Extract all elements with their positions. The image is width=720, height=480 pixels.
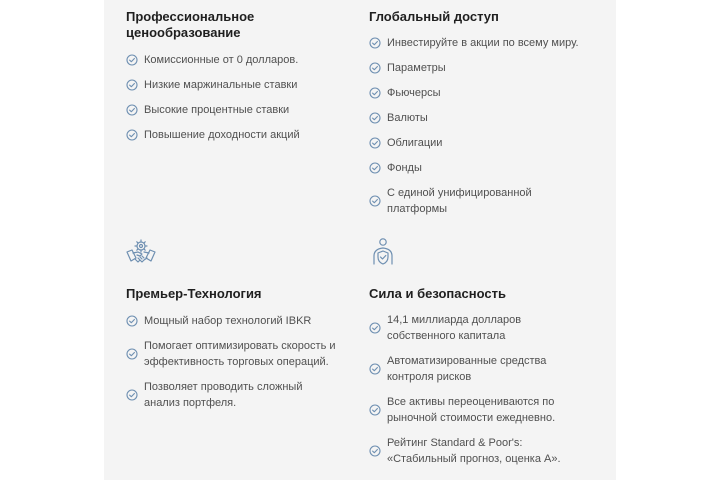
section-title: Глобальный доступ (369, 9, 499, 24)
check-circle-icon (126, 129, 138, 141)
list-item-label: Позволяет проводить сложный (144, 381, 303, 393)
list-item-label: Валюты (387, 112, 428, 124)
list-item-label: Фьючерсы (387, 87, 441, 99)
list-item-label: Помогает оптимизировать скорость и (144, 340, 336, 352)
handshake-gear-icon (124, 236, 158, 270)
section-strength-security (369, 286, 609, 476)
check-circle-icon (369, 62, 381, 74)
list-item (126, 102, 366, 118)
list-item (369, 85, 609, 101)
section-global-access (369, 9, 609, 226)
list-item (126, 77, 366, 93)
list-item (369, 110, 609, 126)
list-item (126, 338, 366, 370)
section-title-line: Профессиональное (126, 9, 255, 24)
check-circle-icon (126, 54, 138, 66)
list-item-label: Фонды (387, 162, 422, 174)
list-item-label: «Стабильный прогноз, оценка A». (387, 453, 561, 465)
section-premier-technology (126, 286, 366, 420)
check-circle-icon (369, 137, 381, 149)
section-title-line: ценообразование (126, 25, 241, 40)
feature-list (369, 312, 609, 467)
list-item (369, 35, 609, 51)
list-item-label: эффективность торговых операций. (144, 356, 329, 368)
check-circle-icon (126, 79, 138, 91)
check-circle-icon (369, 445, 381, 457)
check-circle-icon (126, 348, 138, 360)
list-item-label: Параметры (387, 62, 446, 74)
features-panel (104, 0, 616, 480)
check-circle-icon (126, 315, 138, 327)
person-shield-icon (366, 236, 400, 270)
list-item-label: Комиссионные от 0 долларов. (144, 54, 299, 66)
list-item (369, 135, 609, 151)
list-item-label: платформы (387, 203, 448, 215)
list-item (369, 185, 609, 217)
list-item (369, 160, 609, 176)
list-item (126, 127, 366, 143)
feature-list (126, 313, 366, 411)
section-title (126, 9, 366, 41)
list-item (126, 313, 366, 329)
list-item (369, 312, 609, 344)
list-item-label: Облигации (387, 137, 443, 149)
check-circle-icon (369, 112, 381, 124)
check-circle-icon (126, 104, 138, 116)
check-circle-icon (369, 322, 381, 334)
check-circle-icon (369, 363, 381, 375)
feature-list (126, 52, 366, 143)
list-item (369, 435, 609, 467)
check-circle-icon (369, 404, 381, 416)
list-item-label: 14,1 миллиарда долларов (387, 314, 522, 326)
list-item-label: анализ портфеля. (144, 397, 237, 409)
list-item (126, 379, 366, 411)
list-item-label: Все активы переоцениваются по (387, 396, 555, 408)
list-item-label: Рейтинг Standard & Poor's: (387, 437, 523, 449)
list-item-label: Повышение доходности акций (144, 129, 300, 141)
list-item (369, 394, 609, 426)
feature-list (369, 35, 609, 217)
list-item-label: контроля рисков (387, 371, 472, 383)
list-item-label: собственного капитала (387, 330, 506, 342)
list-item-label: Низкие маржинальные ставки (144, 79, 298, 91)
check-circle-icon (369, 37, 381, 49)
section-professional-pricing (126, 9, 366, 152)
list-item-label: Мощный набор технологий IBKR (144, 315, 312, 327)
list-item (369, 60, 609, 76)
section-title: Премьер-Технология (126, 286, 262, 301)
check-circle-icon (369, 195, 381, 207)
list-item-label: рыночной стоимости ежедневно. (387, 412, 556, 424)
section-title: Сила и безопасность (369, 286, 506, 301)
list-item-label: Высокие процентные ставки (144, 104, 290, 116)
list-item-label: С единой унифицированной (387, 187, 532, 199)
list-item (369, 353, 609, 385)
check-circle-icon (126, 389, 138, 401)
check-circle-icon (369, 87, 381, 99)
list-item-label: Автоматизированные средства (387, 355, 547, 367)
list-item (126, 52, 366, 68)
check-circle-icon (369, 162, 381, 174)
list-item-label: Инвестируйте в акции по всему миру. (387, 37, 579, 49)
